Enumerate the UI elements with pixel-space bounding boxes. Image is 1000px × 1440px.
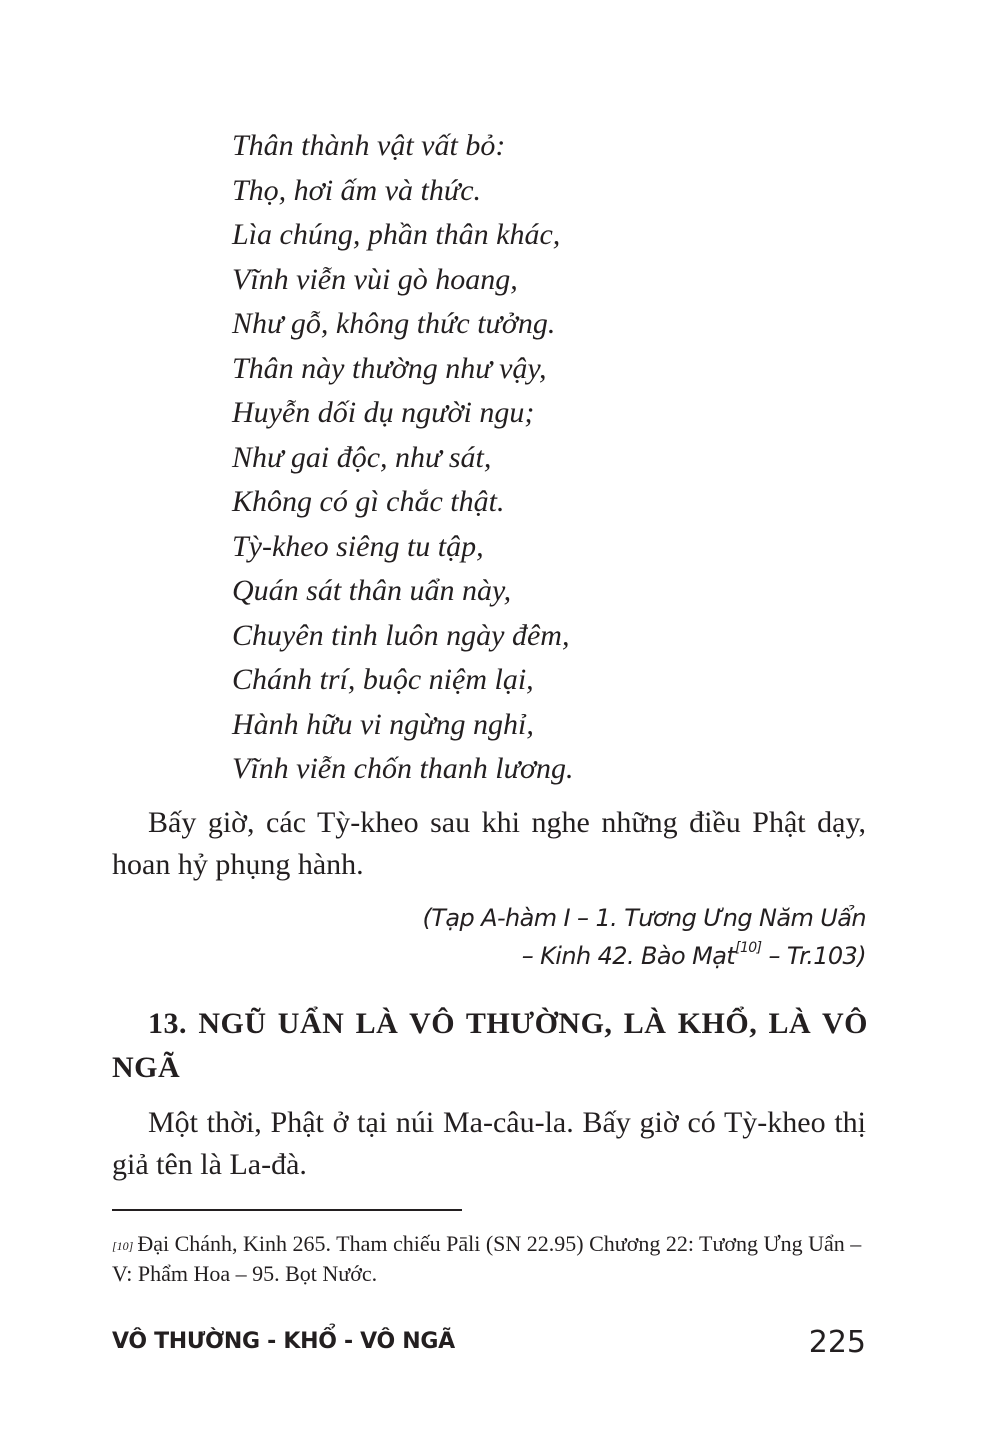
verse-line: Lìa chúng, phần thân khác, [232,218,561,251]
citation-text: – Tr.103) [761,942,866,970]
citation-text: – Kinh 42. Bào Mạt [521,942,736,970]
verse-line: Hành hữu vi ngừng nghỉ, [232,707,534,741]
footnote [112,1229,866,1289]
citation-line [423,937,866,975]
verse-line: Tỳ-kheo siêng tu tập, [232,529,484,563]
verse-line: Quán sát thân uẩn này, [232,574,512,607]
verse-line: Chánh trí, buộc niệm lại, [232,663,534,696]
verse-line: Như gỗ, không thức tưởng. [232,307,556,340]
verse-line: Vĩnh viễn chốn thanh lương. [232,752,574,785]
verse-line: Thọ, hơi ấm và thức. [232,173,482,207]
verse-line: Không có gì chắc thật. [232,485,505,518]
verse-line: Chuyên tinh luôn ngày đêm, [232,618,570,652]
verse-line: Vĩnh viễn vùi gò hoang, [232,262,518,296]
page-number: 225 [808,1325,866,1360]
citation-line: (Tạp A-hàm I – 1. Tương Ưng Năm Uẩn [422,904,866,932]
footnote-marker: [10] [112,1239,134,1253]
section-heading: 13. NGŨ UẨN LÀ VÔ THƯỜNG, LÀ KHỔ, LÀ VÔ NGÃ [112,1007,868,1084]
footnote-reference[interactable]: [10] [735,940,762,956]
body-paragraph: Bấy giờ, các Tỳ-kheo sau khi nghe những điều Phật dạy, hoan hỷ phụng hành. [112,806,866,881]
verse-line: Thân này thường như vậy, [232,351,547,385]
running-footer-title: VÔ THƯỜNG - KHỔ - VÔ NGÃ [112,1329,455,1354]
citation [423,899,866,975]
verse-line: Như gai độc, như sát, [232,440,492,474]
footnote-text: Đại Chánh, Kinh 265. Tham chiếu Pāli (SN 22.95) Chương 22: Tương Ưng Uẩn – V: Phẩm Hoa – 95. Bọt Nước. [112,1231,862,1286]
verse-line: Huyễn dối dụ người ngu; [232,396,535,429]
verse-block [232,124,573,792]
verse-line: Thân thành vật vất bỏ: [232,129,506,162]
body-paragraph: Một thời, Phật ở tại núi Ma-câu-la. Bấy giờ có Tỳ-kheo thị giả tên là La-đà. [112,1106,866,1181]
footnote-divider [112,1209,462,1211]
